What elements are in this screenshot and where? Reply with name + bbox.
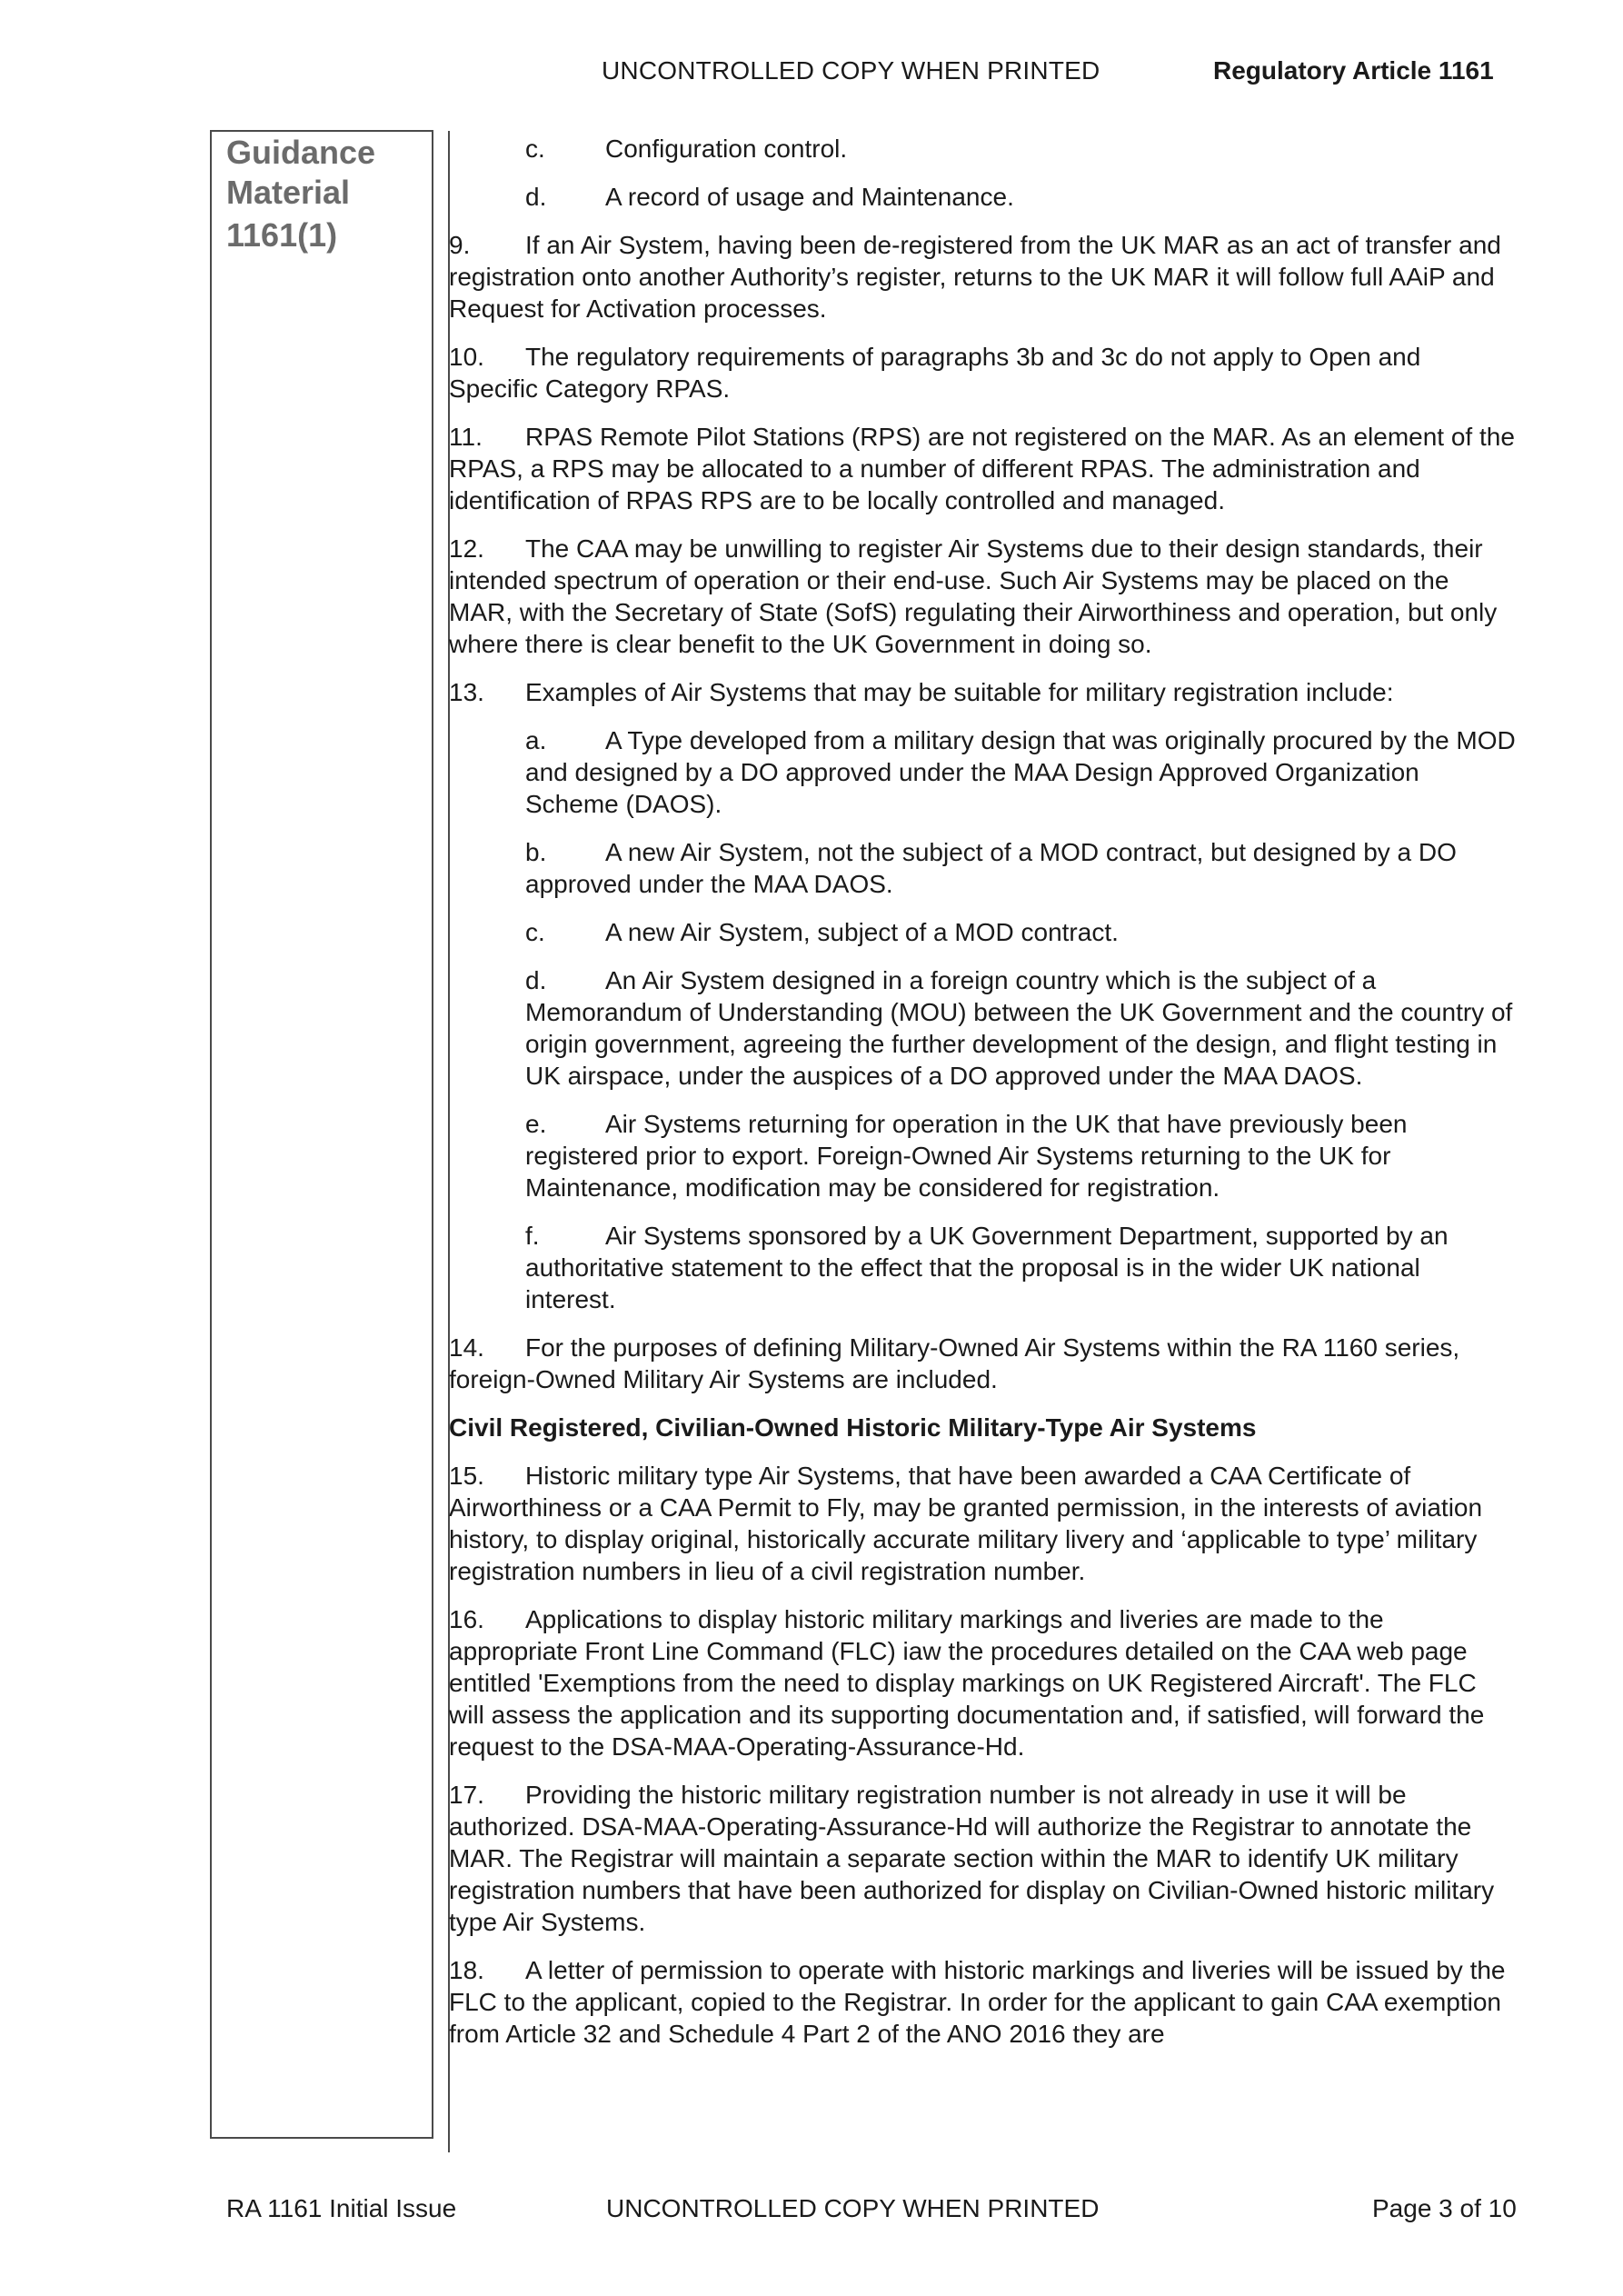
footer-issue: RA 1161 Initial Issue xyxy=(226,2194,457,2222)
paragraph-13: 13. Examples of Air Systems that may be suitable for military registration include: xyxy=(449,678,1394,706)
paragraph-18: 18. A letter of permission to operate with historic markings and liveries will be issued by the FLC to the applicant, copied to the Registrar. In order for the applicant to gain CAA exemption from Article 32 and Schedule 4 Part 2 of the ANO 2016 they are xyxy=(449,1956,1506,2048)
paragraph-14: 14. For the purposes of defining Military-Owned Air Systems within the RA 1160 series, foreign-Owned Military Air Systems are included. xyxy=(449,1333,1460,1393)
sidebar-reference: 1161(1) xyxy=(226,216,338,254)
paragraph-13c: c. A new Air System, subject of a MOD contract. xyxy=(525,918,1119,946)
paragraph-16: 16. Applications to display historic military markings and liveries are made to the appropriate Front Line Command (FLC) iaw the procedures detailed on the CAA web page entitled 'Exemptions from the need to display markings on UK Registered Aircraft'. The FLC will assess the application and its supporting documentation and, if satisfied, will forward the request to the DSA-MAA-Operating-Assurance-Hd. xyxy=(449,1605,1485,1761)
header-uncontrolled-notice: UNCONTROLLED COPY WHEN PRINTED xyxy=(602,56,1100,85)
list-item-d: d. A record of usage and Maintenance. xyxy=(525,183,1014,211)
paragraph-9: 9. If an Air System, having been de-registered from the UK MAR as an act of transfer and registration onto another Authority’s register, returns to the UK MAR it will follow full AAiP and Request for Activation processes. xyxy=(449,231,1501,323)
paragraph-13b: b. A new Air System, not the subject of a MOD contract, but designed by a DO approved under the MAA DAOS. xyxy=(525,838,1457,898)
footer-uncontrolled-notice: UNCONTROLLED COPY WHEN PRINTED xyxy=(606,2194,1100,2222)
guidance-sidebar-box xyxy=(210,130,433,2139)
paragraph-13d: d. An Air System designed in a foreign country which is the subject of a Memorandum of Understanding (MOU) between the UK Government and the country of origin government, agreeing the further development of the design, and flight testing in UK airspace, under the auspices of a DO approved under the MAA DAOS. xyxy=(525,966,1513,1090)
paragraph-15: 15. Historic military type Air Systems, that have been awarded a CAA Certificate of Airworthiness or a CAA Permit to Fly, may be granted permission, in the interests of aviation history, to display original, historically accurate military livery and ‘applicable to type’ military registration numbers in lieu of a civil registration number. xyxy=(449,1462,1483,1585)
paragraph-13f: f. Air Systems sponsored by a UK Government Department, supported by an authoritative statement to the effect that the proposal is in the wider UK national interest. xyxy=(525,1222,1449,1313)
paragraph-17: 17. Providing the historic military registration number is not already in use it will be authorized. DSA-MAA-Operating-Assurance-Hd will authorize the Registrar to annotate the MAR. The Registrar will maintain a separate section within the MAR to identify UK military registration numbers that have been authorized for display on Civilian-Owned historic military type Air Systems. xyxy=(449,1781,1495,1936)
document-body xyxy=(449,133,1517,2066)
paragraph-13a: a. A Type developed from a military design that was originally procured by the MOD and designed by a DO approved under the MAA Design Approved Organization Scheme (DAOS). xyxy=(525,726,1516,818)
paragraph-13e: e. Air Systems returning for operation in the UK that have previously been registered prior to export. Foreign-Owned Air Systems returning to the UK for Maintenance, modification may be considered for registration. xyxy=(525,1110,1408,1202)
paragraph-11: 11. RPAS Remote Pilot Stations (RPS) are not registered on the MAR. As an element of the RPAS, a RPS may be allocated to a number of different RPAS. The administration and identification of RPAS RPS are to be locally controlled and managed. xyxy=(449,423,1515,514)
list-item-c: c. Configuration control. xyxy=(525,135,848,163)
sidebar-title: Guidance Material xyxy=(226,134,376,211)
paragraph-10: 10. The regulatory requirements of paragraphs 3b and 3c do not apply to Open and Specific Category RPAS. xyxy=(449,343,1421,403)
header-article-title: Regulatory Article 1161 xyxy=(1213,56,1494,85)
section-heading: Civil Registered, Civilian-Owned Historic Military-Type Air Systems xyxy=(449,1413,1257,1442)
paragraph-12: 12. The CAA may be unwilling to register Air Systems due to their design standards, their intended spectrum of operation or their end-use. Such Air Systems may be placed on the MAR, with the Secretary of State (SofS) regulating their Airworthiness and operation, but only where there is clear benefit to the UK Government in doing so. xyxy=(449,534,1498,658)
footer-page-number: Page 3 of 10 xyxy=(1372,2194,1517,2222)
